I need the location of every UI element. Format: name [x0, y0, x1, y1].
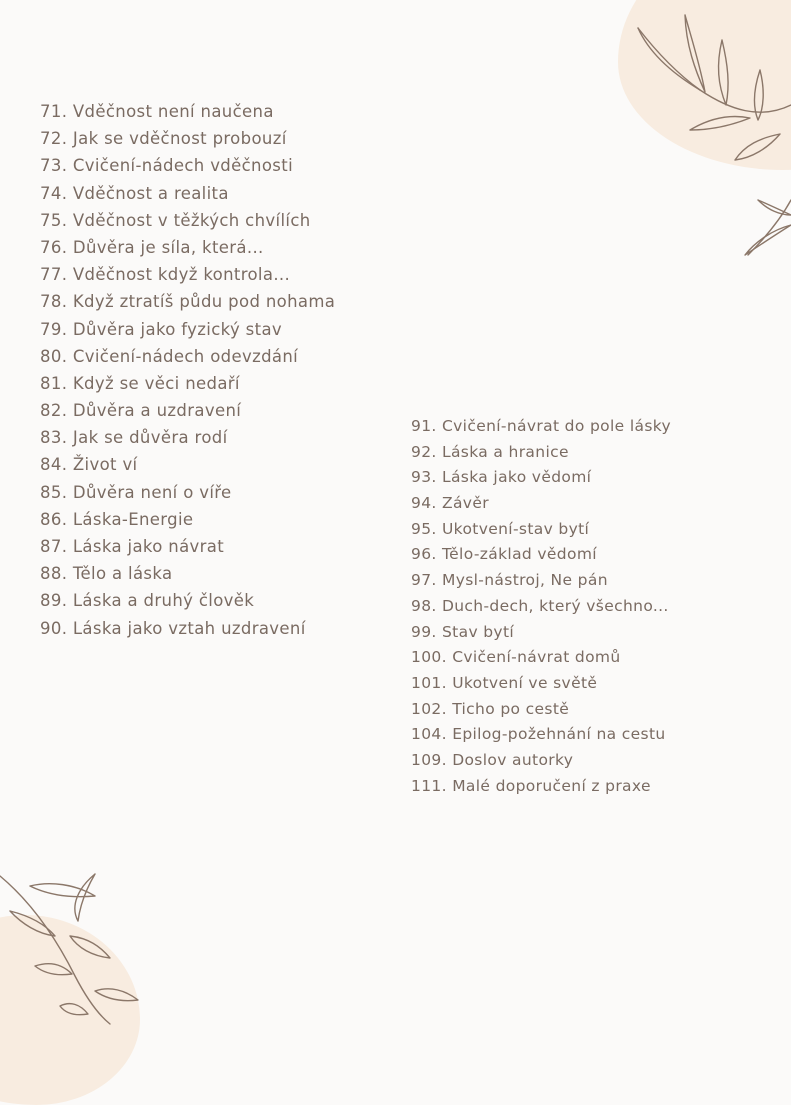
toc-entry: 93. Láska jako vědomí — [411, 468, 592, 487]
toc-entry: 91. Cvičení-návrat do pole lásky — [411, 417, 672, 435]
toc-entry: 73. Cvičení-nádech vděčnosti — [40, 156, 294, 176]
botanical-branch-bottom-left-icon — [0, 866, 150, 1024]
toc-entry: 90. Láska jako vztah uzdravení — [40, 618, 306, 638]
toc-left-column — [40, 98, 335, 642]
toc-entry: 109. Doslov autorky — [411, 750, 574, 769]
toc-entry: 76. Důvěra je síla, která... — [40, 237, 264, 257]
toc-entry: 85. Důvěra není o víře — [40, 482, 232, 502]
toc-entry: 88. Tělo a láska — [40, 564, 173, 584]
toc-entry: 101. Ukotvení ve světě — [411, 673, 598, 692]
toc-entry: 87. Láska jako návrat — [40, 537, 225, 556]
toc-entry: 77. Vděčnost když kontrola... — [40, 265, 291, 285]
toc-entry: 102. Ticho po cestě — [411, 699, 570, 718]
toc-entry: 82. Důvěra a uzdravení — [40, 401, 242, 421]
toc-entry: 74. Vděčnost a realita — [40, 183, 229, 203]
toc-entry: 72. Jak se vděčnost probouzí — [40, 129, 287, 149]
toc-entry: 83. Jak se důvěra rodí — [40, 428, 228, 448]
toc-entry: 95. Ukotvení-stav bytí — [411, 519, 590, 538]
toc-entry: 86. Láska-Energie — [40, 509, 194, 529]
toc-entry: 75. Vděčnost v těžkých chvílích — [40, 210, 311, 230]
toc-entry: 78. Když ztratíš půdu pod nohama — [40, 292, 336, 312]
botanical-branch-top-right-icon — [630, 10, 791, 260]
toc-entry: 71. Vděčnost není naučena — [40, 102, 274, 121]
toc-entry: 92. Láska a hranice — [411, 442, 569, 461]
toc-entry: 89. Láska a druhý člověk — [40, 591, 255, 611]
toc-entry: 98. Duch-dech, který všechno... — [411, 596, 669, 615]
toc-entry: 79. Důvěra jako fyzický stav — [40, 319, 283, 339]
toc-entry: 104. Epilog-požehnání na cestu — [411, 725, 666, 744]
toc-entry: 80. Cvičení-nádech odevzdání — [40, 346, 299, 366]
toc-entry: 94. Závěr — [411, 494, 489, 513]
toc-entry: 96. Tělo-základ vědomí — [411, 545, 597, 564]
toc-entry: 111. Malé doporučení z praxe — [411, 776, 651, 795]
toc-entry: 84. Život ví — [40, 455, 138, 475]
toc-entry: 100. Cvičení-návrat domů — [411, 648, 621, 667]
toc-entry: 81. Když se věci nedaří — [40, 373, 240, 393]
toc-entry: 97. Mysl-nástroj, Ne pán — [411, 571, 608, 590]
toc-right-column — [411, 414, 671, 799]
toc-entry: 99. Stav bytí — [411, 622, 515, 641]
